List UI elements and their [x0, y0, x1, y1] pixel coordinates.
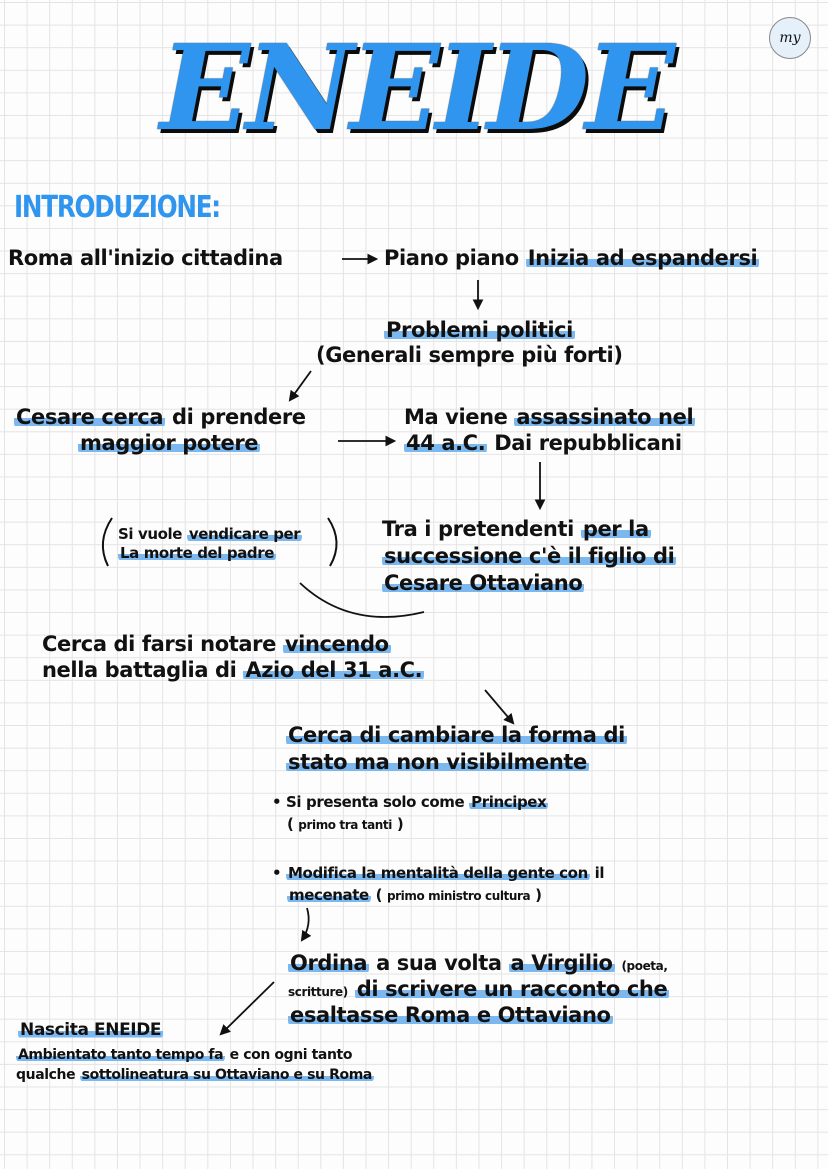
node-azio-line2 — [42, 657, 424, 684]
arrow-diagonal-icon — [290, 371, 311, 400]
highlighted-text: La morte del padre — [120, 544, 275, 562]
node-nascita-line1 — [16, 1046, 352, 1064]
highlighted-text: Inizia ad espandersi — [527, 246, 758, 270]
node-text: (Generali sempre più forti) — [316, 343, 623, 367]
node-forma-stato — [286, 722, 627, 749]
node-text: nella battaglia di — [42, 658, 244, 682]
node-assassinio — [404, 404, 695, 431]
node-virgilio-line3 — [288, 1002, 613, 1029]
paren-open: ( — [370, 886, 387, 904]
bullet-mecenate — [272, 863, 604, 883]
highlighted-text: mecenate — [289, 886, 369, 904]
section-heading: INTRODUZIONE: — [14, 190, 220, 225]
highlighted-text: Azio del 31 a.C. — [245, 658, 423, 682]
node-text: Si vuole — [118, 525, 187, 543]
bullet-princeps-note — [287, 814, 403, 835]
note-text: primo ministro cultura — [386, 889, 531, 903]
node-text: qualche — [16, 1067, 80, 1083]
node-pretendenti-line2 — [382, 543, 676, 570]
bullet-princeps — [272, 792, 548, 812]
node-assassinio-line2 — [404, 430, 682, 457]
node-nascita — [18, 1020, 163, 1040]
note-text: (poeta, — [621, 959, 668, 973]
node-text: Cerca di farsi notare — [42, 632, 283, 656]
node-text: e con ogni tanto — [225, 1047, 353, 1063]
node-text: Piano piano — [384, 246, 526, 270]
node-pretendenti-line3 — [382, 570, 584, 597]
highlighted-text: Ordina — [290, 951, 368, 975]
highlighted-text: Problemi politici — [386, 318, 573, 342]
node-problemi — [384, 317, 575, 344]
highlighted-text: stato ma non visibilmente — [288, 750, 587, 774]
node-espansione — [384, 245, 759, 272]
bullet-dot-icon: • — [272, 864, 287, 882]
node-problemi-detail — [316, 342, 623, 369]
highlighted-text: sottolineatura su Ottaviano e su Roma — [81, 1067, 372, 1083]
highlighted-text: Ambientato tanto tempo fa — [18, 1047, 224, 1063]
page-title: ENEIDE — [160, 18, 672, 157]
highlighted-text: di scrivere un racconto che — [356, 977, 668, 1001]
node-text: Roma all'inizio cittadina — [8, 246, 283, 270]
paren-close: ) — [530, 886, 542, 904]
node-forma-stato-line2 — [286, 749, 589, 776]
highlighted-text: Nascita ENEIDE — [20, 1020, 162, 1040]
node-text: Si presenta solo come — [286, 793, 470, 811]
highlighted-text: maggior potere — [80, 431, 259, 455]
highlighted-text: 44 a.C. — [406, 431, 486, 455]
highlighted-text: Principex — [471, 793, 547, 811]
paren-left — [103, 518, 112, 566]
node-text: Dai repubblicani — [487, 431, 682, 455]
logo-initials: my — [779, 30, 801, 46]
highlighted-text: vincendo — [284, 632, 389, 656]
node-text: Tra i pretendenti — [382, 517, 581, 541]
arrow-diagonal-icon — [485, 690, 513, 723]
highlighted-text: a Virgilio — [510, 951, 613, 975]
highlighted-text: vendicare per — [188, 525, 301, 543]
bullet-mecenate-line2 — [287, 885, 542, 906]
paren-open: ( — [287, 815, 299, 833]
paren-close: ) — [392, 815, 404, 833]
node-vendetta — [118, 524, 302, 544]
node-azio — [42, 631, 391, 658]
bullet-dot-icon: • — [272, 793, 287, 811]
node-text: il — [589, 864, 605, 882]
node-nascita-line2 — [16, 1066, 374, 1084]
highlighted-text: assassinato nel — [516, 405, 694, 429]
highlighted-text: esaltasse Roma e Ottaviano — [290, 1003, 611, 1027]
arrow-curve-icon — [302, 908, 309, 940]
node-text: a sua volta — [369, 951, 509, 975]
highlighted-text: successione c'è il figlio di — [384, 544, 675, 568]
node-vendetta-line2 — [118, 543, 276, 563]
highlighted-text: Cesare Ottaviano — [384, 571, 583, 595]
note-text: scritture) — [288, 985, 348, 999]
highlighted-text: per la — [582, 517, 649, 541]
arrow-diagonal-icon — [221, 982, 274, 1034]
highlighted-text: Cesare cerca — [16, 405, 164, 429]
note-text: primo tra tanti — [298, 818, 392, 832]
node-roma-start — [8, 245, 283, 272]
paren-right — [328, 518, 337, 566]
node-text: Ma viene — [404, 405, 515, 429]
highlighted-text: Cerca di cambiare la forma di — [288, 723, 625, 747]
node-pretendenti — [382, 516, 651, 543]
author-logo — [769, 17, 811, 59]
highlighted-text: Modifica la mentalità della gente con — [288, 864, 588, 882]
node-cesare — [14, 404, 306, 431]
node-text: di prendere — [165, 405, 306, 429]
node-cesare-line2 — [78, 430, 260, 457]
